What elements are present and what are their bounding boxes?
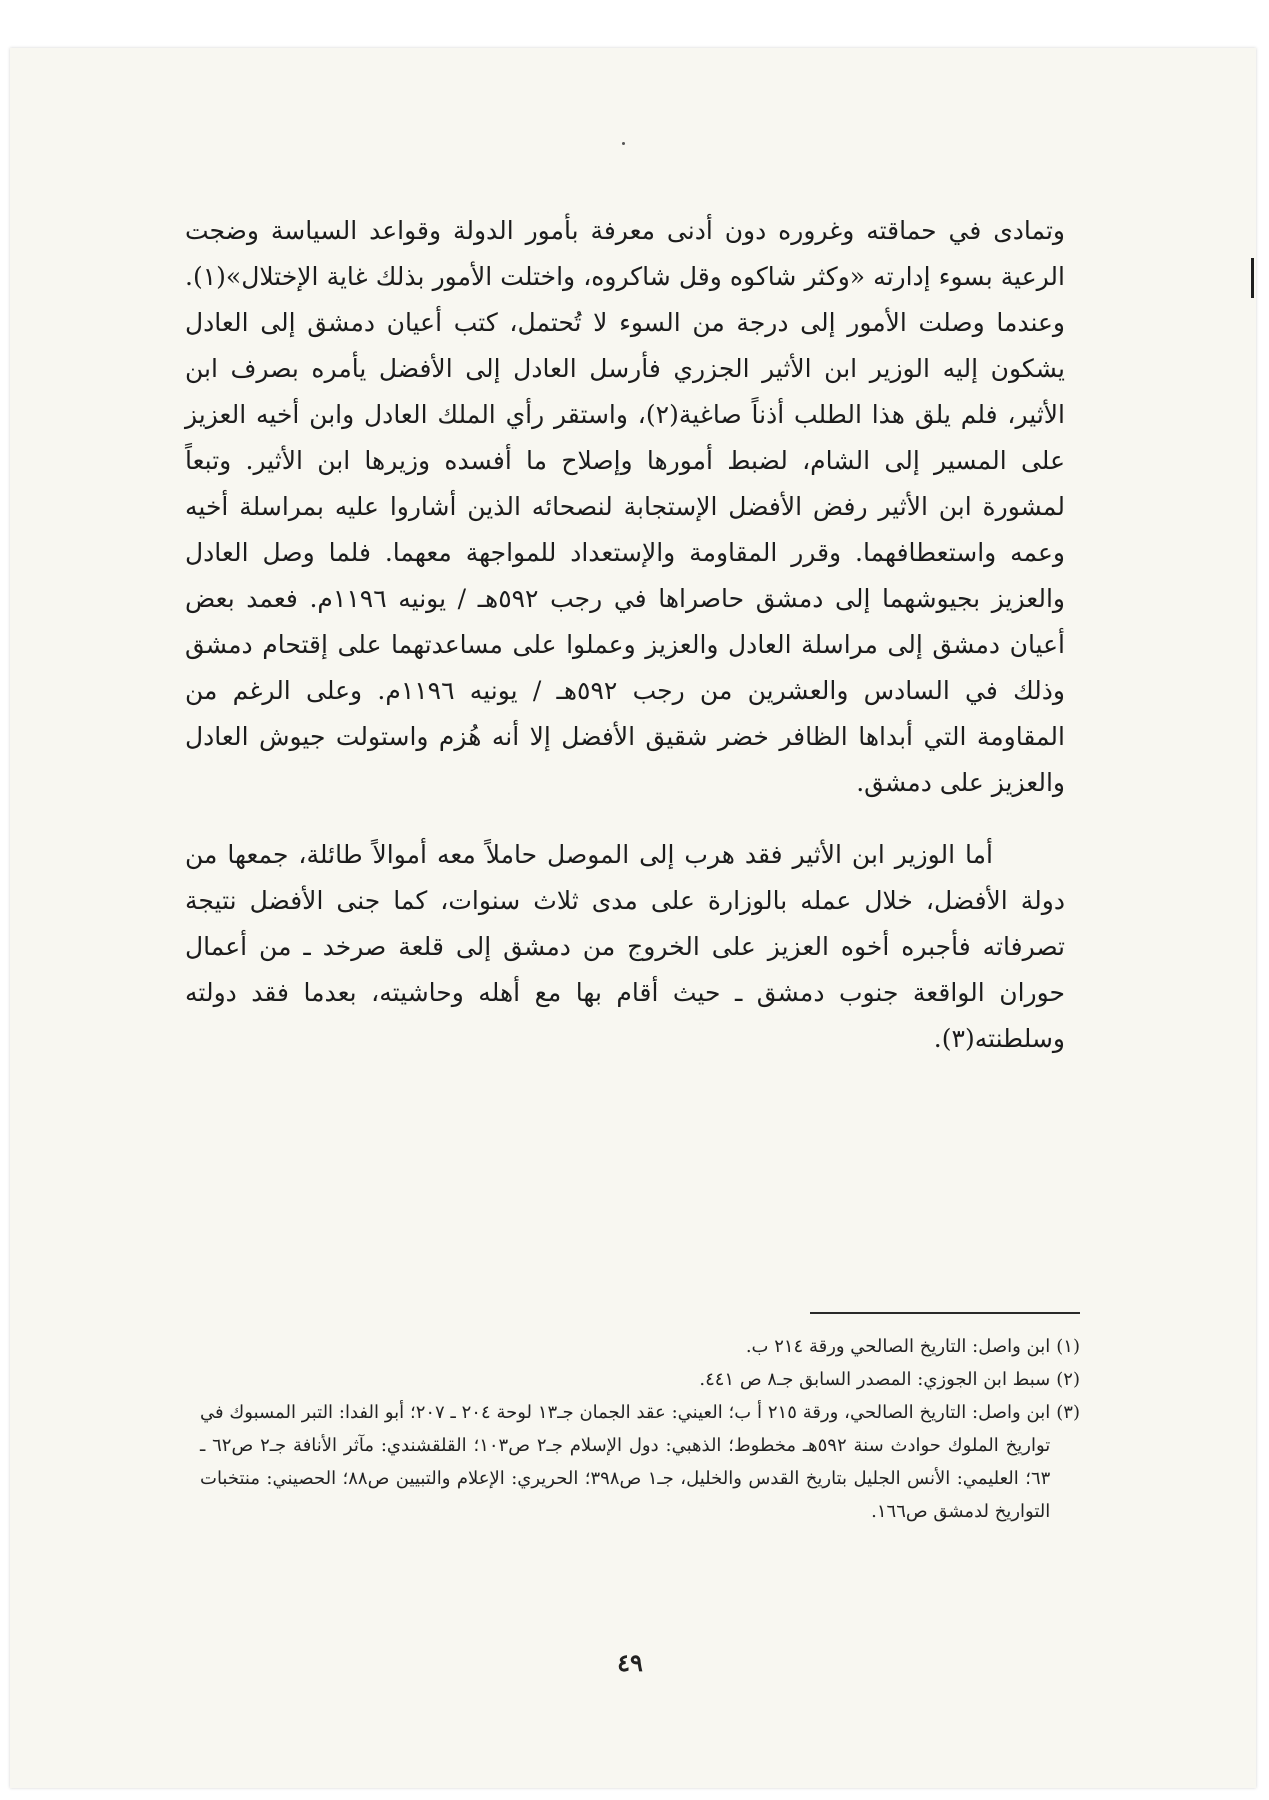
scan-dot	[622, 142, 625, 145]
page-number: ٤٩	[617, 1648, 643, 1677]
paragraph-2: أما الوزير ابن الأثير فقد هرب إلى الموصل حاملاً معه أموالاً طائلة، جمعها من دولة الأفضل، خلال عمله بالوزارة على مدى ثلاث سنوات، كما جنى الأفضل نتيجة تصرفاته فأجبره أخوه العزيز على الخروج من دمشق إلى قلعة صرخد ـ من أعمال حوران الواقعة جنوب دمشق ـ حيث أقام بها مع أهله وحاشيته، بعدما فقد دولته وسلطنته(٣).	[185, 840, 1065, 1053]
footnote-divider	[810, 1312, 1080, 1314]
main-text	[185, 208, 1065, 1062]
footnotes	[200, 1330, 1080, 1528]
footnote-text: سبط ابن الجوزي: المصدر السابق جـ٨ ص ٤٤١.	[699, 1369, 1051, 1390]
scan-edge-mark	[1251, 258, 1254, 298]
footnote-2	[200, 1363, 1080, 1396]
footnote-number: (١)	[1056, 1336, 1080, 1357]
footnote-number: (٢)	[1056, 1369, 1080, 1390]
footnote-text: ابن واصل: التاريخ الصالحي ورقة ٢١٤ ب.	[745, 1336, 1051, 1357]
footnote-3	[200, 1396, 1080, 1528]
footnote-1	[200, 1330, 1080, 1363]
footnote-number: (٣)	[1056, 1402, 1080, 1423]
paragraph-1: وتمادى في حماقته وغروره دون أدنى معرفة بأمور الدولة وقواعد السياسة وضجت الرعية بسوء إدارته «وكثر شاكوه وقل شاكروه، واختلت الأمور بذلك غاية الإختلال»(١). وعندما وصلت الأمور إلى درجة من السوء لا تُحتمل، كتب أعيان دمشق إلى العادل يشكون إليه الوزير ابن الأثير الجزري فأرسل العادل إلى الأفضل يأمره بصرف ابن الأثير، فلم يلق هذا الطلب أذناً صاغية(٢)، واستقر رأي الملك العادل وابن أخيه العزيز على المسير إلى الشام، لضبط أمورها وإصلاح ما أفسده وزيرها ابن الأثير. وتبعاً لمشورة ابن الأثير رفض الأفضل الإستجابة لنصحائه الذين أشاروا عليه بمراسلة أخيه وعمه واستعطافهما. وقرر المقاومة والإستعداد للمواجهة معهما. فلما وصل العادل والعزيز بجيوشهما إلى دمشق حاصراها في رجب ٥٩٢هـ / يونيه ١١٩٦م. فعمد بعض أعيان دمشق إلى مراسلة العادل والعزيز وعملوا على مساعدتهما على إقتحام دمشق وذلك في السادس والعشرين من رجب ٥٩٢هـ / يونيه ١١٩٦م. وعلى الرغم من المقاومة التي أبداها الظافر خضر شقيق الأفضل إلا أنه هُزم واستولت جيوش العادل والعزيز على دمشق.	[185, 216, 1065, 797]
footnote-text: ابن واصل: التاريخ الصالحي، ورقة ٢١٥ أ ب؛ العيني: عقد الجمان جـ١٣ لوحة ٢٠٤ ـ ٢٠٧؛ أبو الفدا: التبر المسبوك في تواريخ الملوك حوادث سنة ٥٩٢هـ مخطوط؛ الذهبي: دول الإسلام جـ٢ ص١٠٣؛ القلقشندي: مآثر الأنافة جـ٢ ص٦٢ ـ ٦٣؛ العليمي: الأنس الجليل بتاريخ القدس والخليل، جـ١ ص٣٩٨؛ الحريري: الإعلام والتبيين ص٨٨؛ الحصيني: منتخبات التواريخ لدمشق ص١٦٦.	[200, 1402, 1051, 1522]
